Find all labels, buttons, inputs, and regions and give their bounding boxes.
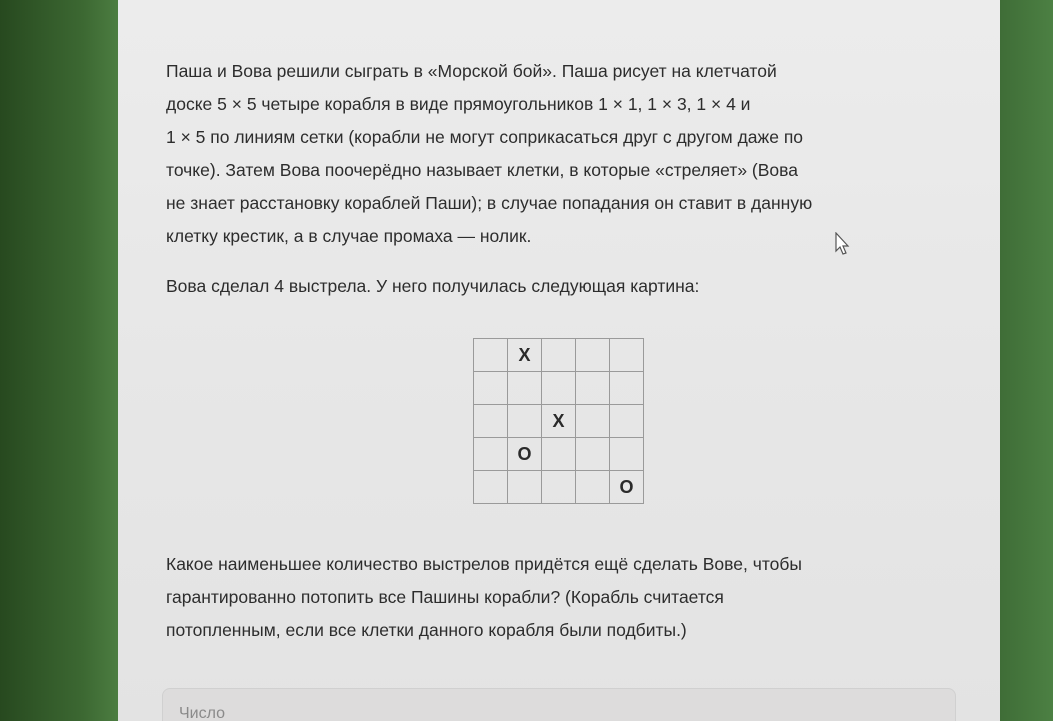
grid-cell [576, 372, 610, 405]
grid-cell [508, 405, 542, 438]
grid-cell [610, 438, 644, 471]
grid-cell [542, 438, 576, 471]
grid-row [474, 339, 644, 372]
grid-cell [576, 339, 610, 372]
grid-row [474, 405, 644, 438]
question-line: потопленным, если все клетки данного корабля были подбиты.) [166, 620, 687, 640]
statement-line: точке). Затем Вова поочерёдно называет клетки, в которые «стреляет» (Вова [166, 160, 798, 180]
battleship-grid [473, 338, 644, 504]
grid-cell [576, 471, 610, 504]
grid-cell [508, 471, 542, 504]
shots-description [166, 270, 966, 303]
grid-cell: X [542, 405, 576, 438]
shots-text: Вова сделал 4 выстрела. У него получилась следующая картина: [166, 276, 700, 296]
grid-cell [508, 372, 542, 405]
grid-cell [474, 438, 508, 471]
grid-cell: X [508, 339, 542, 372]
grid-row [474, 438, 644, 471]
question-line: гарантированно потопить все Пашины корабли? (Корабль считается [166, 587, 724, 607]
grid-cell [542, 339, 576, 372]
question-text [166, 548, 966, 647]
statement-line: клетку крестик, а в случае промаха — нолик. [166, 226, 532, 246]
grid-cell [610, 405, 644, 438]
grid-cell [474, 471, 508, 504]
task-page [118, 0, 1000, 721]
question-line: Какое наименьшее количество выстрелов придётся ещё сделать Вове, чтобы [166, 554, 802, 574]
answer-input[interactable] [162, 688, 956, 721]
monitor-bezel-right [1000, 0, 1053, 721]
statement-line: не знает расстановку кораблей Паши); в случае попадания он ставит в данную [166, 193, 813, 213]
problem-statement [166, 55, 966, 253]
grid-cell [576, 405, 610, 438]
statement-line: доске 5 × 5 четыре корабля в виде прямоугольников 1 × 1, 1 × 3, 1 × 4 и [166, 94, 751, 114]
grid-cell: O [508, 438, 542, 471]
grid-row [474, 372, 644, 405]
answer-placeholder: Число [179, 705, 226, 721]
grid-cell [542, 471, 576, 504]
grid-cell [474, 372, 508, 405]
grid-cell [576, 438, 610, 471]
grid-cell [474, 339, 508, 372]
grid-cell [610, 372, 644, 405]
statement-line: Паша и Вова решили сыграть в «Морской бой». Паша рисует на клетчатой [166, 61, 777, 81]
grid-cell: O [610, 471, 644, 504]
grid-cell [542, 372, 576, 405]
grid-cell [474, 405, 508, 438]
monitor-bezel-left [0, 0, 118, 721]
grid-cell [610, 339, 644, 372]
grid-row [474, 471, 644, 504]
mouse-cursor-icon [834, 232, 850, 256]
statement-line: 1 × 5 по линиям сетки (корабли не могут соприкасаться друг с другом даже по [166, 127, 804, 147]
